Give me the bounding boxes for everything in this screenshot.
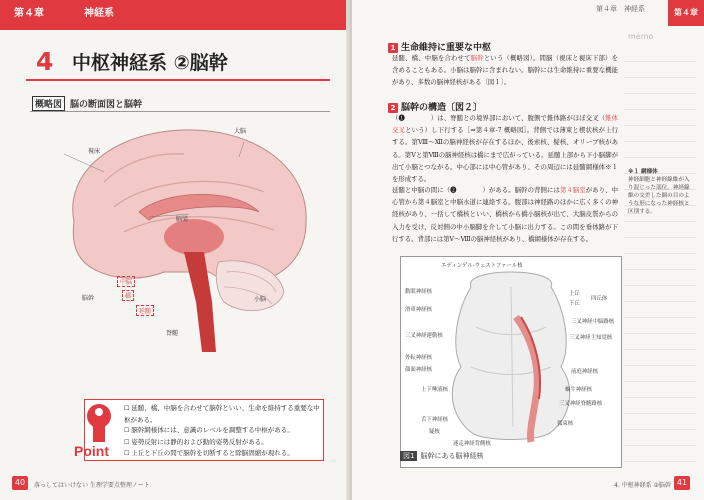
label-daino: 大脳: [234, 128, 247, 135]
fig1-label: 顔面神経核: [405, 367, 432, 373]
page-number-left: 40: [12, 476, 28, 490]
chapter-bar: [0, 0, 350, 30]
left-page: [0, 0, 350, 500]
figure-1-number: 図1: [400, 451, 417, 461]
label-nokan: 脳幹: [82, 295, 95, 302]
label-kyo: 橋: [122, 290, 134, 301]
page-title: 中枢神経系 ②脳幹: [72, 52, 228, 74]
section-1-number: 1: [388, 43, 398, 53]
figure-label: 概略図: [32, 96, 65, 111]
brainstem-illustration: [401, 257, 621, 453]
footer-right: 4. 中枢神経系 ②脳幹: [614, 482, 671, 489]
right-page: [352, 0, 704, 500]
fig1-label: 三叉神経脊髄路核: [559, 401, 603, 407]
fig1-label: 上丘: [569, 291, 580, 297]
label-shono: 小脳: [254, 296, 267, 303]
fig1-label: 三叉神経運動核: [405, 333, 443, 339]
fig1-label: 前庭神経核: [571, 369, 598, 375]
label-sekizui: 脊髄: [166, 330, 179, 337]
fig1-label: 動眼神経核: [405, 289, 432, 295]
running-header: 第４章 神経系: [596, 5, 645, 13]
fig1-label: エディンゲル-ウェストファール核: [441, 263, 523, 269]
section-1-text: 延髄、橋、中脳を合わせて脳幹という（概略図）。間脳（視床と視床下部）を含めることもある。小脳は脳幹に含まれない。脳幹には生命維持に重要な機能があり、多数の脳神経核がある〔図１〕。: [392, 54, 618, 87]
section-2-number: 2: [388, 103, 398, 113]
fig1-label: 疑核: [429, 429, 440, 435]
fig1-label: 弧束核: [557, 421, 574, 427]
point-word: Point: [74, 443, 109, 459]
label-nouryo: 脳梁: [176, 216, 189, 223]
title-rule: [26, 79, 330, 81]
point-item: ☐ 脳幹網様体には、意識のレベルを調整する中枢がある。: [124, 425, 324, 437]
section-number: 4: [36, 47, 54, 76]
point-item: ☐ 姿勢反射には静的および動的姿勢反射がある。: [124, 437, 324, 449]
label-shisho: 視床: [88, 148, 101, 155]
memo-note-text: 神経細胞と神経線維が入り混じった部位。神経線維の交差した網の目のような形になった神経核と区別する。: [628, 177, 690, 215]
page-number-right: 41: [674, 476, 690, 490]
memo-column: [624, 46, 696, 476]
label-enzui: 延髄: [136, 305, 154, 316]
section-2-paragraph-2: 延髄と中脳の間に（❷ ）がある。脳幹の背側には第４脳室があり、中心管から第４脳室と中脳水道に連絡する。腹部は神経路のほかに広く多くの神経核があり、一括して橋核といい、橋核から橋小脳核が出て、大脳皮質からの入力を受け、反対側の中小脳脚を介して小脳に出力する。この間を垂体路が下行する。背部には第Ⅴ〜Ⅷの脳神経核があり、橋網様体が存在する。: [392, 186, 619, 243]
fig1-label: 蝸牛神経核: [565, 387, 592, 393]
memo-label: memo: [628, 32, 654, 41]
fig1-label: 舌下神経核: [421, 417, 448, 423]
point-item: ☐ 上丘と下丘の間で脳幹を切断すると除脳固縮が現れる。: [124, 448, 324, 460]
fig1-label: 滑車神経核: [405, 307, 432, 313]
chapter-tag: 第４章: [14, 8, 44, 19]
memo-note: [628, 168, 694, 216]
section-2-title: 脳幹の構造〔図２〕: [401, 103, 483, 113]
label-chuno: 中脳: [117, 276, 135, 287]
fig1-label: 三叉神経中脳路核: [571, 319, 615, 325]
figure-1-box: [400, 256, 622, 468]
point-list: [124, 403, 324, 460]
fig1-label: 迷走神経背側核: [453, 441, 491, 447]
fig1-label: 四丘体: [591, 296, 608, 302]
footer-left: 落っしてはいけない 生理学要点整理ノート: [34, 482, 150, 489]
point-item: ☐ 延髄、橋、中脳を合わせて脳幹といい、生命を維持する重要な中枢がある。: [124, 403, 324, 425]
figure-1-caption: [400, 451, 483, 461]
fig1-label: 外転神経核: [405, 355, 432, 361]
section-1-title: 生命維持に重要な中枢: [401, 43, 492, 53]
fig1-label: 三叉神経主知覚核: [569, 335, 613, 341]
chapter-tab: 第４章: [668, 0, 704, 26]
section-2-paragraph-1: （❶ ）は、脊髄との境界部において、腹側で錐体路がほぼ交叉（錐体交叉という）し下行する［⇒第４章-7 概略図］。背側では薄束と楔状核が上行する。第Ⅷ〜Ⅻの脳神経核が存在するほか、後索核、疑核、オリーブ核がある。第Ⅴと第Ⅷの脳神経核は橋にまで広がっている。延髄上部から下小脳脚が出て小脳とつながる。中心部には中心管があり、その周辺には延髄網様体※１を形成する。: [392, 114, 619, 184]
chapter-name: 神経系: [84, 8, 114, 19]
figure-title: 脳の断面図と脳幹: [70, 100, 143, 110]
figure-1-title: 脳幹にある脳神経核: [420, 452, 484, 460]
fig1-label: 下丘: [569, 301, 580, 307]
fig1-label: 上下唾液核: [421, 387, 448, 393]
point-badge-icon: [70, 396, 128, 462]
memo-note-title: ※１ 網様体: [628, 169, 658, 175]
